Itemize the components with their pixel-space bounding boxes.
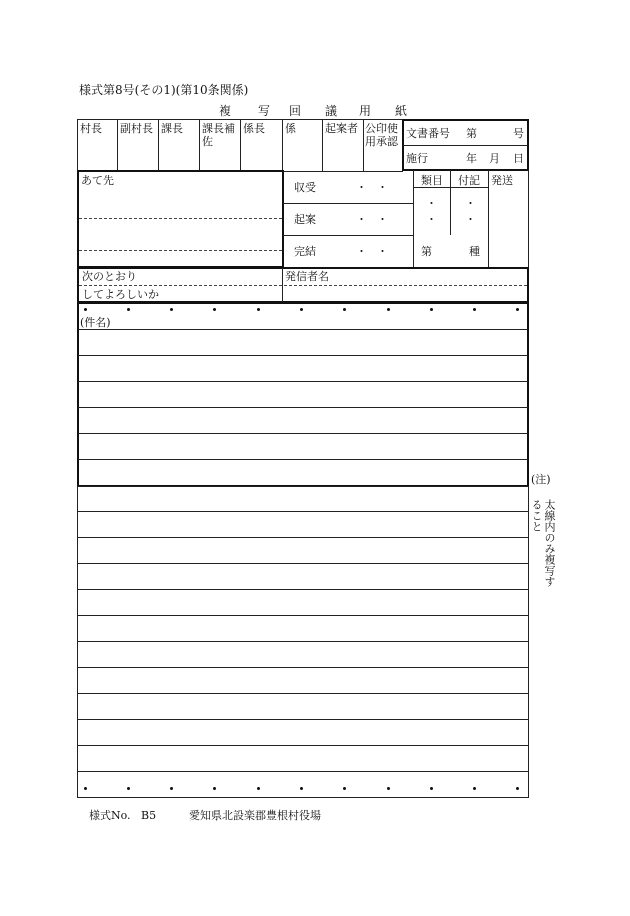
approval-deputy-mayor: 副村長 [120, 122, 153, 135]
drafted-dot: ・ [377, 213, 388, 226]
approval-section-chief: 課長 [161, 122, 183, 135]
completed-dot: ・ [356, 245, 367, 258]
doc-number-dai: 第 [466, 127, 477, 140]
approval-seal: 公印使用承認 [365, 122, 398, 148]
approval-assistant-chief: 課長補佐 [202, 122, 235, 148]
note-text: 太線内のみ複写すること [530, 499, 556, 587]
appendix-dot: ・ [465, 197, 476, 210]
body-lower-box [77, 486, 529, 798]
title-char: 紙 [395, 104, 408, 118]
form-reference: 様式第8号(その1)(第10条関係) [79, 83, 249, 97]
addressee-label: あて先 [81, 174, 114, 187]
title-char: 写 [258, 104, 271, 118]
received-dot: ・ [377, 181, 388, 194]
class-shu: 種 [469, 245, 480, 258]
title-char: 回 [289, 104, 302, 118]
title-char: 用 [359, 104, 372, 118]
approval-subsection-chief: 係長 [243, 122, 265, 135]
category-label: 類目 [421, 174, 443, 187]
proposal-line1: 次のとおり [82, 270, 137, 283]
footer-size: B5 [141, 809, 157, 822]
category-dot: ・ [426, 213, 437, 226]
drafted-label: 起案 [294, 213, 316, 226]
approval-drafter: 起案者 [325, 122, 358, 135]
approval-staff: 係 [285, 122, 296, 135]
note-label: (注) [531, 473, 551, 486]
appendix-label: 付記 [458, 174, 480, 187]
footer-org: 愛知県北設楽郡豊根村役場 [189, 809, 321, 822]
doc-number-label: 文書番号 [406, 127, 450, 140]
sender-label: 発信者名 [285, 270, 329, 283]
category-dot: ・ [426, 197, 437, 210]
class-dai: 第 [421, 245, 432, 258]
enforcement-year: 年 [466, 152, 477, 165]
doc-number-go: 号 [513, 127, 524, 140]
proposal-line2: してよろしいか [82, 288, 159, 301]
approval-mayor: 村長 [80, 122, 102, 135]
enforcement-label: 施行 [406, 152, 428, 165]
completed-dot: ・ [377, 245, 388, 258]
drafted-dot: ・ [356, 213, 367, 226]
subject-label: (件名) [80, 316, 111, 329]
title-char: 議 [325, 104, 338, 118]
received-dot: ・ [356, 181, 367, 194]
completed-label: 完結 [294, 245, 316, 258]
enforcement-day: 日 [513, 152, 524, 165]
dispatch-label: 発送 [491, 174, 513, 187]
footer-form-no: 様式No. [89, 809, 131, 822]
appendix-dot: ・ [465, 213, 476, 226]
title-char: 複 [219, 104, 232, 118]
received-label: 収受 [294, 181, 316, 194]
enforcement-month: 月 [489, 152, 500, 165]
